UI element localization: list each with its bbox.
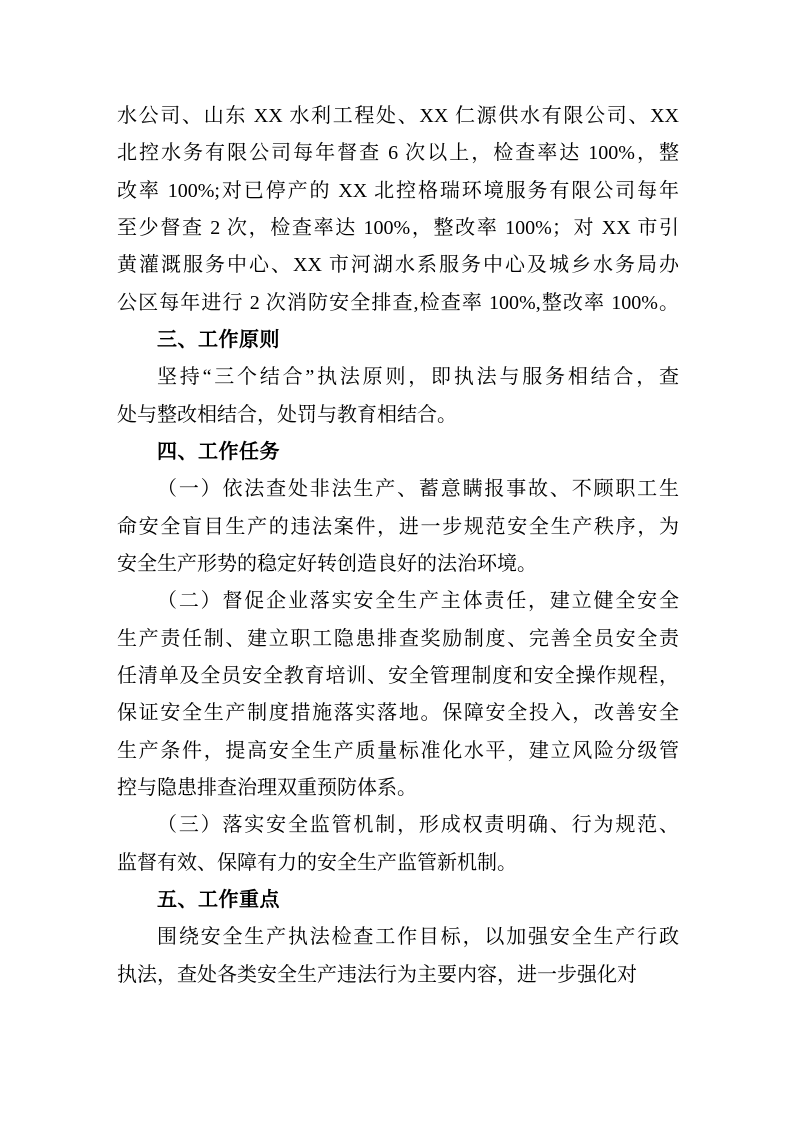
text-line: 生产责任制、建立职工隐患排查奖励制度、完善全员安全责 [117, 627, 679, 650]
text-line: 执法，查处各类安全生产违法行为主要内容，进一步强化对 [117, 963, 637, 986]
heading-line: 五、工作重点 [157, 888, 280, 911]
text-line: 命安全盲目生产的违法案件，进一步规范安全生产秩序，为 [117, 515, 679, 538]
text-line: 监督有效、保障有力的安全生产监管新机制。 [117, 851, 517, 874]
text-line: （一）依法查处非法生产、蓄意瞒报事故、不顾职工生 [157, 478, 679, 501]
text-line: 北控水务有限公司每年督查 6 次以上，检查率达 100%，整 [117, 142, 679, 165]
text-line: 坚持“三个结合”执法原则，即执法与服务相结合，查 [157, 366, 679, 389]
text-line: （二）督促企业落实安全生产主体责任，建立健全安全 [157, 590, 679, 613]
text-line: 控与隐患排查治理双重预防体系。 [117, 776, 417, 799]
text-line: （三）落实安全监管机制，形成权责明确、行为规范、 [157, 814, 679, 837]
text-line: 围绕安全生产执法检查工作目标，以加强安全生产行政 [157, 926, 679, 949]
text-line: 安全生产形势的稳定好转创造良好的法治环境。 [117, 552, 537, 575]
text-line: 生产条件，提高安全生产质量标准化水平，建立风险分级管 [117, 739, 679, 762]
text-line: 黄灌溉服务中心、XX 市河湖水系服务中心及城乡水务局办 [117, 254, 679, 277]
heading-line: 三、工作原则 [157, 328, 280, 351]
text-line: 水公司、山东 XX 水利工程处、XX 仁源供水有限公司、XX [117, 105, 679, 127]
text-block [117, 98, 679, 994]
text-line: 公区每年进行 2 次消防安全排查,检查率 100%,整改率 100%。 [117, 291, 679, 314]
heading-line: 四、工作任务 [157, 440, 280, 463]
text-line: 保证安全生产制度措施落实落地。保障安全投入，改善安全 [117, 702, 679, 725]
text-line: 至少督查 2 次，检查率达 100%，整改率 100%；对 XX 市引 [117, 216, 679, 239]
text-line: 处与整改相结合，处罚与教育相结合。 [117, 403, 457, 426]
text-line: 任清单及全员安全教育培训、安全管理制度和安全操作规程， [117, 664, 679, 687]
text-line: 改率 100%;对已停产的 XX 北控格瑞环境服务有限公司每年 [117, 179, 679, 202]
